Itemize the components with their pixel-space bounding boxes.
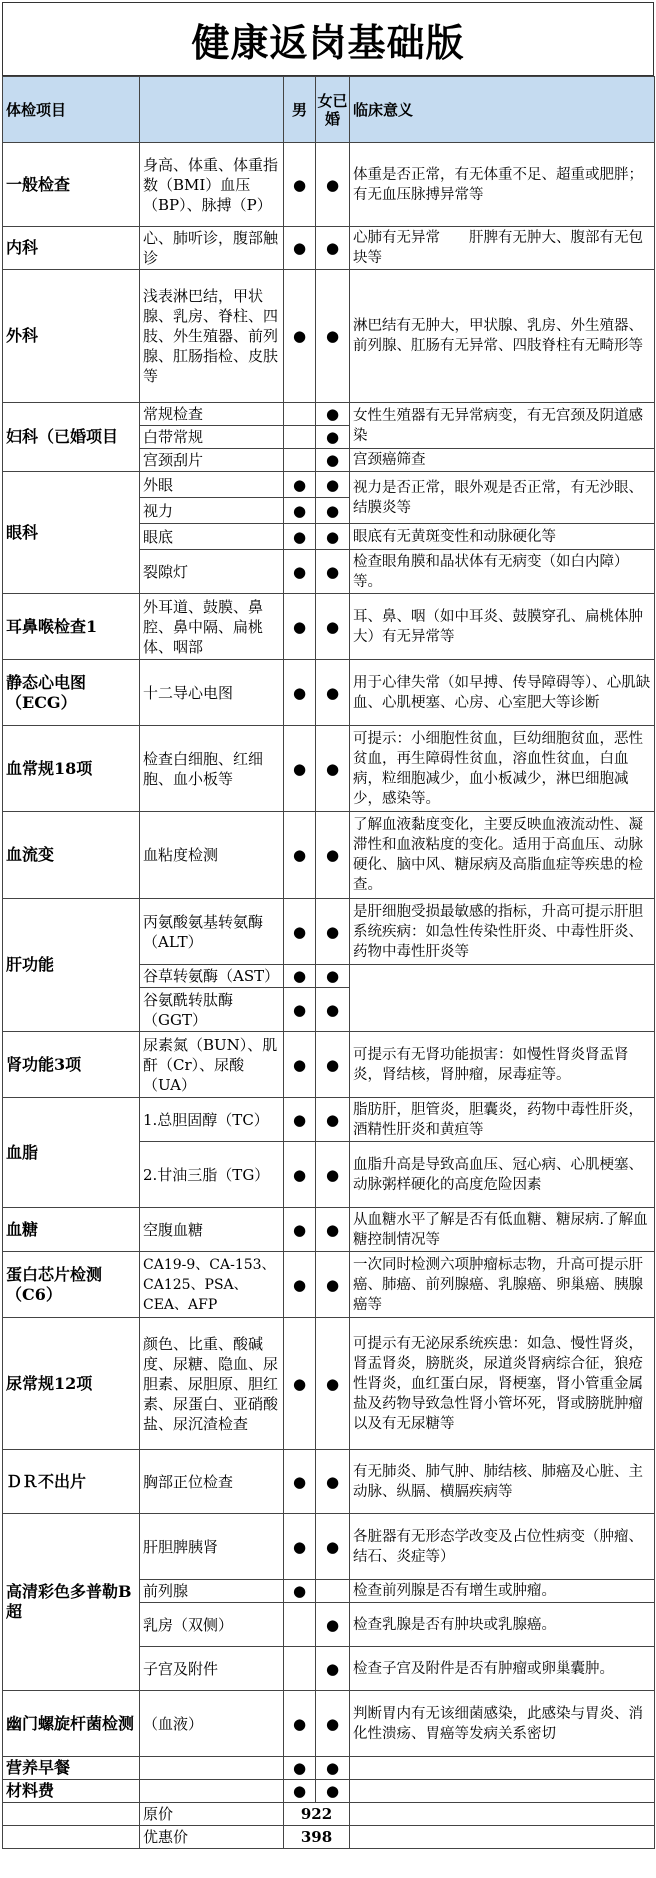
female-mark: ●	[316, 965, 350, 988]
item-meaning: 可提示有无肾功能损害：如慢性肾炎肾盂肾炎，肾结核，肾肿瘤，尿毒症等。	[350, 1032, 655, 1098]
table-row	[3, 1780, 655, 1803]
item-detail: 尿素氮（BUN）、肌酐（Cr）、尿酸（UA）	[140, 1032, 284, 1098]
header-item: 体检项目	[3, 77, 140, 143]
female-mark: ●	[316, 1603, 350, 1647]
female-mark: ●	[316, 550, 350, 594]
male-mark: ●	[284, 726, 316, 812]
item-detail: 十二导心电图	[140, 660, 284, 726]
female-mark: ●	[316, 1780, 350, 1803]
item-name: 一般检查	[3, 143, 140, 227]
item-name: 肾功能3项	[3, 1032, 140, 1098]
item-detail: 空腹血糖	[140, 1208, 284, 1252]
female-mark: ●	[316, 270, 350, 403]
item-name: ＤＲ不出片	[3, 1450, 140, 1514]
item-detail: 1.总胆固醇（TC）	[140, 1098, 284, 1142]
item-name: 肝功能	[3, 899, 140, 1032]
female-mark: ●	[316, 1098, 350, 1142]
item-name: 营养早餐	[3, 1757, 140, 1780]
discount-price-label: 优惠价	[140, 1826, 284, 1849]
item-name: 血流变	[3, 812, 140, 899]
item-meaning: 有无肺炎、肺气肿、肺结核、肺癌及心脏、主动脉、纵膈、横膈疾病等	[350, 1450, 655, 1514]
male-mark: ●	[284, 1032, 316, 1098]
table-row	[3, 726, 655, 812]
female-mark: ●	[316, 1318, 350, 1450]
price-row	[3, 1826, 655, 1849]
item-detail: 宫颈刮片	[140, 449, 284, 472]
item-meaning: 心肺有无异常 肝脾有无肿大、腹部有无包块等	[350, 227, 655, 270]
item-detail: 前列腺	[140, 1580, 284, 1603]
male-mark: ●	[284, 227, 316, 270]
item-detail: 外眼	[140, 472, 284, 498]
item-meaning: 耳、鼻、咽（如中耳炎、鼓膜穿孔、扁桃体肿大）有无异常等	[350, 594, 655, 660]
male-mark: ●	[284, 594, 316, 660]
female-mark: ●	[316, 1252, 350, 1318]
male-mark: ●	[284, 472, 316, 498]
item-detail: 谷氨酰转肽酶（GGT）	[140, 988, 284, 1032]
item-meaning: 从血糖水平了解是否有低血糖、糖尿病.了解血糖控制情况等	[350, 1208, 655, 1252]
female-mark: ●	[316, 988, 350, 1032]
item-meaning: 用于心律失常（如早搏、传导障碍等）、心肌缺血、心肌梗塞、心房、心室肥大等诊断	[350, 660, 655, 726]
discount-price-value: 398	[284, 1826, 350, 1849]
male-mark: ●	[284, 899, 316, 965]
item-detail: 外耳道、鼓膜、鼻腔、鼻中隔、扁桃体、咽部	[140, 594, 284, 660]
female-mark: ●	[316, 726, 350, 812]
item-detail: 身高、体重、体重指数（BMI）血压（BP）、脉搏（P）	[140, 143, 284, 227]
item-name: 高清彩色多普勒B超	[3, 1514, 140, 1691]
item-name: 耳鼻喉检查1	[3, 594, 140, 660]
table-row	[3, 270, 655, 403]
table-row	[3, 1514, 655, 1580]
female-mark: ●	[316, 1450, 350, 1514]
item-detail: 颜色、比重、酸碱度、尿糖、隐血、尿胆素、尿胆原、胆红素、尿蛋白、亚硝酸盐、尿沉渣检查	[140, 1318, 284, 1450]
item-meaning: 一次同时检测六项肿瘤标志物，升高可提示肝癌、肺癌、前列腺癌、乳腺癌、卵巢癌、胰腺癌等	[350, 1252, 655, 1318]
item-meaning: 是肝细胞受损最敏感的指标，升高可提示肝胆系统疾病：如急性传染性肝炎、中毒性肝炎、药物中毒性肝炎等	[350, 899, 655, 965]
male-mark: ●	[284, 1514, 316, 1580]
item-detail: 丙氨酸氨基转氨酶（ALT）	[140, 899, 284, 965]
header-male: 男	[284, 77, 316, 143]
item-detail: 2.甘油三脂（TG）	[140, 1142, 284, 1208]
item-meaning: 各脏器有无形态学改变及占位性病变（肿瘤、结石、炎症等）	[350, 1514, 655, 1580]
female-mark: ●	[316, 449, 350, 472]
item-name: 幽门螺旋杆菌检测	[3, 1691, 140, 1757]
item-detail: 子宫及附件	[140, 1647, 284, 1691]
item-detail: （血液）	[140, 1691, 284, 1757]
original-price-value: 922	[284, 1803, 350, 1826]
item-detail: 谷草转氨酶（AST）	[140, 965, 284, 988]
header-row	[3, 77, 655, 143]
item-name: 血常规18项	[3, 726, 140, 812]
male-mark: ●	[284, 270, 316, 403]
male-mark: ●	[284, 965, 316, 988]
female-mark: ●	[316, 1142, 350, 1208]
table-row	[3, 1691, 655, 1757]
table-row	[3, 1098, 655, 1142]
table-row	[3, 1032, 655, 1098]
item-name: 血脂	[3, 1098, 140, 1208]
item-meaning: 可提示有无泌尿系统疾患：如急、慢性肾炎，肾盂肾炎，膀胱炎，尿道炎肾病综合征，狼疮性肾炎，血红蛋白尿，肾梗塞，肾小管重金属盐及药物导致急性肾小管坏死，肾或膀胱肿瘤以及有无尿糖等	[350, 1318, 655, 1450]
header-female: 女已婚	[316, 77, 350, 143]
page-title: 健康返岗基础版	[2, 2, 654, 76]
female-mark: ●	[316, 403, 350, 426]
item-meaning: 检查子宫及附件是否有肿瘤或卵巢囊肿。	[350, 1647, 655, 1691]
table-row	[3, 812, 655, 899]
item-meaning: 血脂升高是导致高血压、冠心病、心肌梗塞、动脉粥样硬化的高度危险因素	[350, 1142, 655, 1208]
male-mark: ●	[284, 1691, 316, 1757]
item-meaning: 女性生殖器有无异常病变，有无宫颈及阴道感染	[350, 403, 655, 449]
item-meaning: 检查前列腺是否有增生或肿瘤。	[350, 1580, 655, 1603]
item-detail: 血粘度检测	[140, 812, 284, 899]
female-mark: ●	[316, 1691, 350, 1757]
male-mark: ●	[284, 1142, 316, 1208]
item-name: 妇科（已婚项目	[3, 403, 140, 472]
item-detail: 心、肺听诊，腹部触诊	[140, 227, 284, 270]
item-detail: 胸部正位检查	[140, 1450, 284, 1514]
item-meaning: 宫颈癌筛查	[350, 449, 655, 472]
male-mark: ●	[284, 812, 316, 899]
item-detail: 检查白细胞、红细胞、血小板等	[140, 726, 284, 812]
female-mark: ●	[316, 1032, 350, 1098]
female-mark: ●	[316, 227, 350, 270]
male-mark: ●	[284, 1580, 316, 1603]
table-row	[3, 660, 655, 726]
table-row	[3, 594, 655, 660]
female-mark: ●	[316, 143, 350, 227]
table-row	[3, 1757, 655, 1780]
item-meaning: 淋巴结有无肿大，甲状腺、乳房、外生殖器、前列腺、肛肠有无异常、四肢脊柱有无畸形等	[350, 270, 655, 403]
female-mark: ●	[316, 899, 350, 965]
item-detail: 肝胆脾胰肾	[140, 1514, 284, 1580]
item-name: 眼科	[3, 472, 140, 594]
female-mark: ●	[316, 472, 350, 498]
item-detail: 常规检查	[140, 403, 284, 426]
item-meaning: 眼底有无黄斑变性和动脉硬化等	[350, 524, 655, 550]
female-mark: ●	[316, 1757, 350, 1780]
female-mark: ●	[316, 1208, 350, 1252]
male-mark: ●	[284, 988, 316, 1032]
header-meaning: 临床意义	[350, 77, 655, 143]
female-mark: ●	[316, 1514, 350, 1580]
item-detail: 白带常规	[140, 426, 284, 449]
female-mark: ●	[316, 426, 350, 449]
female-mark: ●	[316, 524, 350, 550]
table-row	[3, 227, 655, 270]
item-name: 尿常规12项	[3, 1318, 140, 1450]
item-meaning: 可提示：小细胞性贫血，巨幼细胞贫血，恶性贫血，再生障碍性贫血，溶血性贫血，白血病，粒细胞减少，血小板减少，淋巴细胞减少，感染等。	[350, 726, 655, 812]
male-mark: ●	[284, 1208, 316, 1252]
item-detail: 眼底	[140, 524, 284, 550]
table-row	[3, 1252, 655, 1318]
male-mark: ●	[284, 660, 316, 726]
table-row	[3, 1208, 655, 1252]
item-detail: 裂隙灯	[140, 550, 284, 594]
table-row	[3, 1318, 655, 1450]
item-meaning: 视力是否正常，眼外观是否正常，有无沙眼、结膜炎等	[350, 472, 655, 524]
item-name: 外科	[3, 270, 140, 403]
male-mark: ●	[284, 550, 316, 594]
item-meaning: 了解血液黏度变化，主要反映血液流动性、凝滞性和血液粘度的变化。适用于高血压、动脉硬化、脑中风、糖尿病及高脂血症等疾患的检查。	[350, 812, 655, 899]
male-mark: ●	[284, 1318, 316, 1450]
male-mark: ●	[284, 498, 316, 524]
table-row	[3, 143, 655, 227]
male-mark: ●	[284, 1450, 316, 1514]
item-detail: CA19-9、CA-153、CA125、PSA、CEA、AFP	[140, 1252, 284, 1318]
item-meaning: 脂肪肝，胆管炎，胆囊炎，药物中毒性肝炎，酒精性肝炎和黄疸等	[350, 1098, 655, 1142]
table-row	[3, 472, 655, 498]
item-detail: 视力	[140, 498, 284, 524]
male-mark: ●	[284, 143, 316, 227]
item-detail: 浅表淋巴结，甲状腺、乳房、脊柱、四肢、外生殖器、前列腺、肛肠指检、皮肤等	[140, 270, 284, 403]
item-name: 材料费	[3, 1780, 140, 1803]
original-price-label: 原价	[140, 1803, 284, 1826]
price-row	[3, 1803, 655, 1826]
female-mark: ●	[316, 498, 350, 524]
table-row	[3, 899, 655, 965]
male-mark: ●	[284, 1098, 316, 1142]
item-meaning: 检查乳腺是否有肿块或乳腺癌。	[350, 1603, 655, 1647]
male-mark: ●	[284, 1757, 316, 1780]
male-mark: ●	[284, 1252, 316, 1318]
item-name: 蛋白芯片检测（C6）	[3, 1252, 140, 1318]
female-mark: ●	[316, 1647, 350, 1691]
item-meaning: 体重是否正常，有无体重不足、超重或肥胖；有无血压脉搏异常等	[350, 143, 655, 227]
female-mark: ●	[316, 812, 350, 899]
item-name: 静态心电图（ECG）	[3, 660, 140, 726]
item-meaning: 检查眼角膜和晶状体有无病变（如白内障）等。	[350, 550, 655, 594]
item-name: 血糖	[3, 1208, 140, 1252]
table-row	[3, 403, 655, 426]
item-detail: 乳房（双侧）	[140, 1603, 284, 1647]
female-mark: ●	[316, 594, 350, 660]
exam-table	[2, 76, 655, 1849]
table-row	[3, 1450, 655, 1514]
item-meaning: 判断胃内有无该细菌感染，此感染与胃炎、消化性溃疡、胃癌等发病关系密切	[350, 1691, 655, 1757]
female-mark: ●	[316, 660, 350, 726]
male-mark: ●	[284, 1780, 316, 1803]
item-name: 内科	[3, 227, 140, 270]
male-mark: ●	[284, 524, 316, 550]
